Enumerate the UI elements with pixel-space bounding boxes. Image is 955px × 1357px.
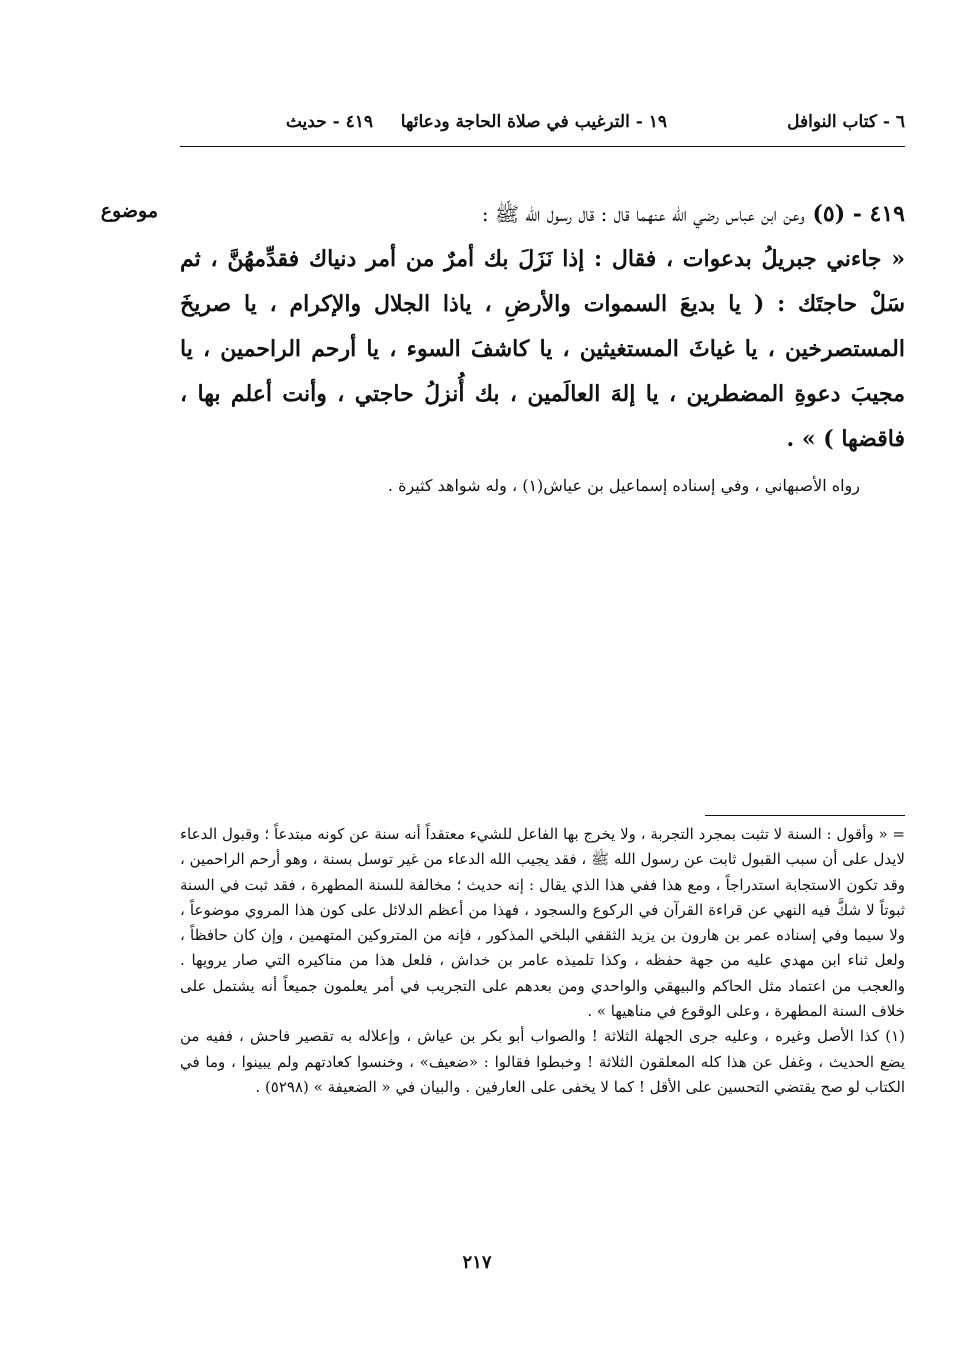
running-header (180, 112, 905, 142)
footnote-divider (705, 815, 905, 816)
header-hadith-reference: ٤١٩ - حديث (285, 112, 373, 132)
page-number: ٢١٧ (462, 1252, 492, 1273)
hadith-source-note: رواه الأصبهاني ، وفي إسناده إسماعيل بن عياش(١) ، وله شواهد كثيرة . (387, 476, 860, 495)
hadith-number: ٤١٩ - (٥) (812, 201, 905, 227)
hadith-isnad: وعن ابن عباس رضي الله عنهما قال : قال رسول الله ﷺ : (481, 202, 805, 226)
hadith-text: « جاءني جبريلُ بدعوات ، فقال : إذا نَزَلَ بك أمرٌ من أمر دنياك فقدِّمهُنَّ ، ثم سَلْ حاجتَك : ( يا بديعَ السموات والأرضِ ، ياذا الجلال والإكرام ، يا صريخَ المستصرخين ، يا غياثَ المستغيثين ، يا كاشفَ السوء ، يا أرحم الراحمين ، يا مجيبَ دعوةِ المضطرين ، يا إلهَ العالَمين ، بك أُنزلُ حاجتي ، وأنت أعلم بها ، فاقضها ) » . (180, 246, 905, 452)
header-chapter-title: ٦ - كتاب النوافل (787, 112, 905, 132)
hadith-grade-label: موضوع (100, 200, 158, 222)
header-divider (180, 146, 905, 147)
hadith-block (180, 192, 905, 462)
footnote-1: (١) كذا الأصل وغيره ، وعليه جرى الجهلة الثلاثة ! والصواب أبو بكر بن عياش ، وإعلاله به تقصير فاحش ، ففيه من يضع الحديث ، وغفل عن هذا كله المعلقون الثلاثة ! وخبطوا فقالوا : «ضعيف» ، وخنسوا كعادتهم ولم يبينوا ، وما في الكتاب لو صح يقتضي التحسين على الأقل ! كما لا يخفى على العارفين . والبيان في « الضعيفة » (٥٢٩٨) . (180, 1027, 905, 1096)
footnote-continuation: = « وأقول : السنة لا تثبت بمجرد التجربة ، ولا يخرج بها الفاعل للشيء معتقداً أنه سنة عن كونه مبتدعاً ؛ وقبول الدعاء لايدل على أن سبب القبول ثابت عن رسول الله ﷺ ، فقد يجيب الله الدعاء من غير توسل بسنة ، وهو أرحم الراحمين ، وقد تكون الاستجابة استدراجاً ، ومع هذا ففي هذا الذي يقال : إنه حديث ؛ مخالفة للسنة المطهرة ، فقد ثبت في السنة ثبوتاً لا شكَّ فيه النهي عن قراءة القرآن في الركوع والسجود ، فهذا من أعظم الدلائل على كون هذا المروي موضوعاً ، ولا سيما وفي إسناده عمر بن هارون بن يزيد الثقفي البلخي المذكور ، فإنه من المتروكين المتهمين ، وإن كان حافظاً ، ولعل ثناء ابن مهدي عليه من جهة حفظه ، وكذا تلميذه عامر بن خداش ، فلعل هذا من مناكيره التي صار يرويها . والعجب من اعتماد مثل الحاكم والبيهقي والواحدي ومن بعدهم على التجريب في أمر يعلمون جميعاً أنه يشتمل على خلاف السنة المطهرة ، وعلى الوقوع في مناهيها » . (180, 825, 905, 1021)
header-section-title: ١٩ - الترغيب في صلاة الحاجة ودعائها (400, 112, 667, 132)
footnotes (180, 822, 905, 1100)
